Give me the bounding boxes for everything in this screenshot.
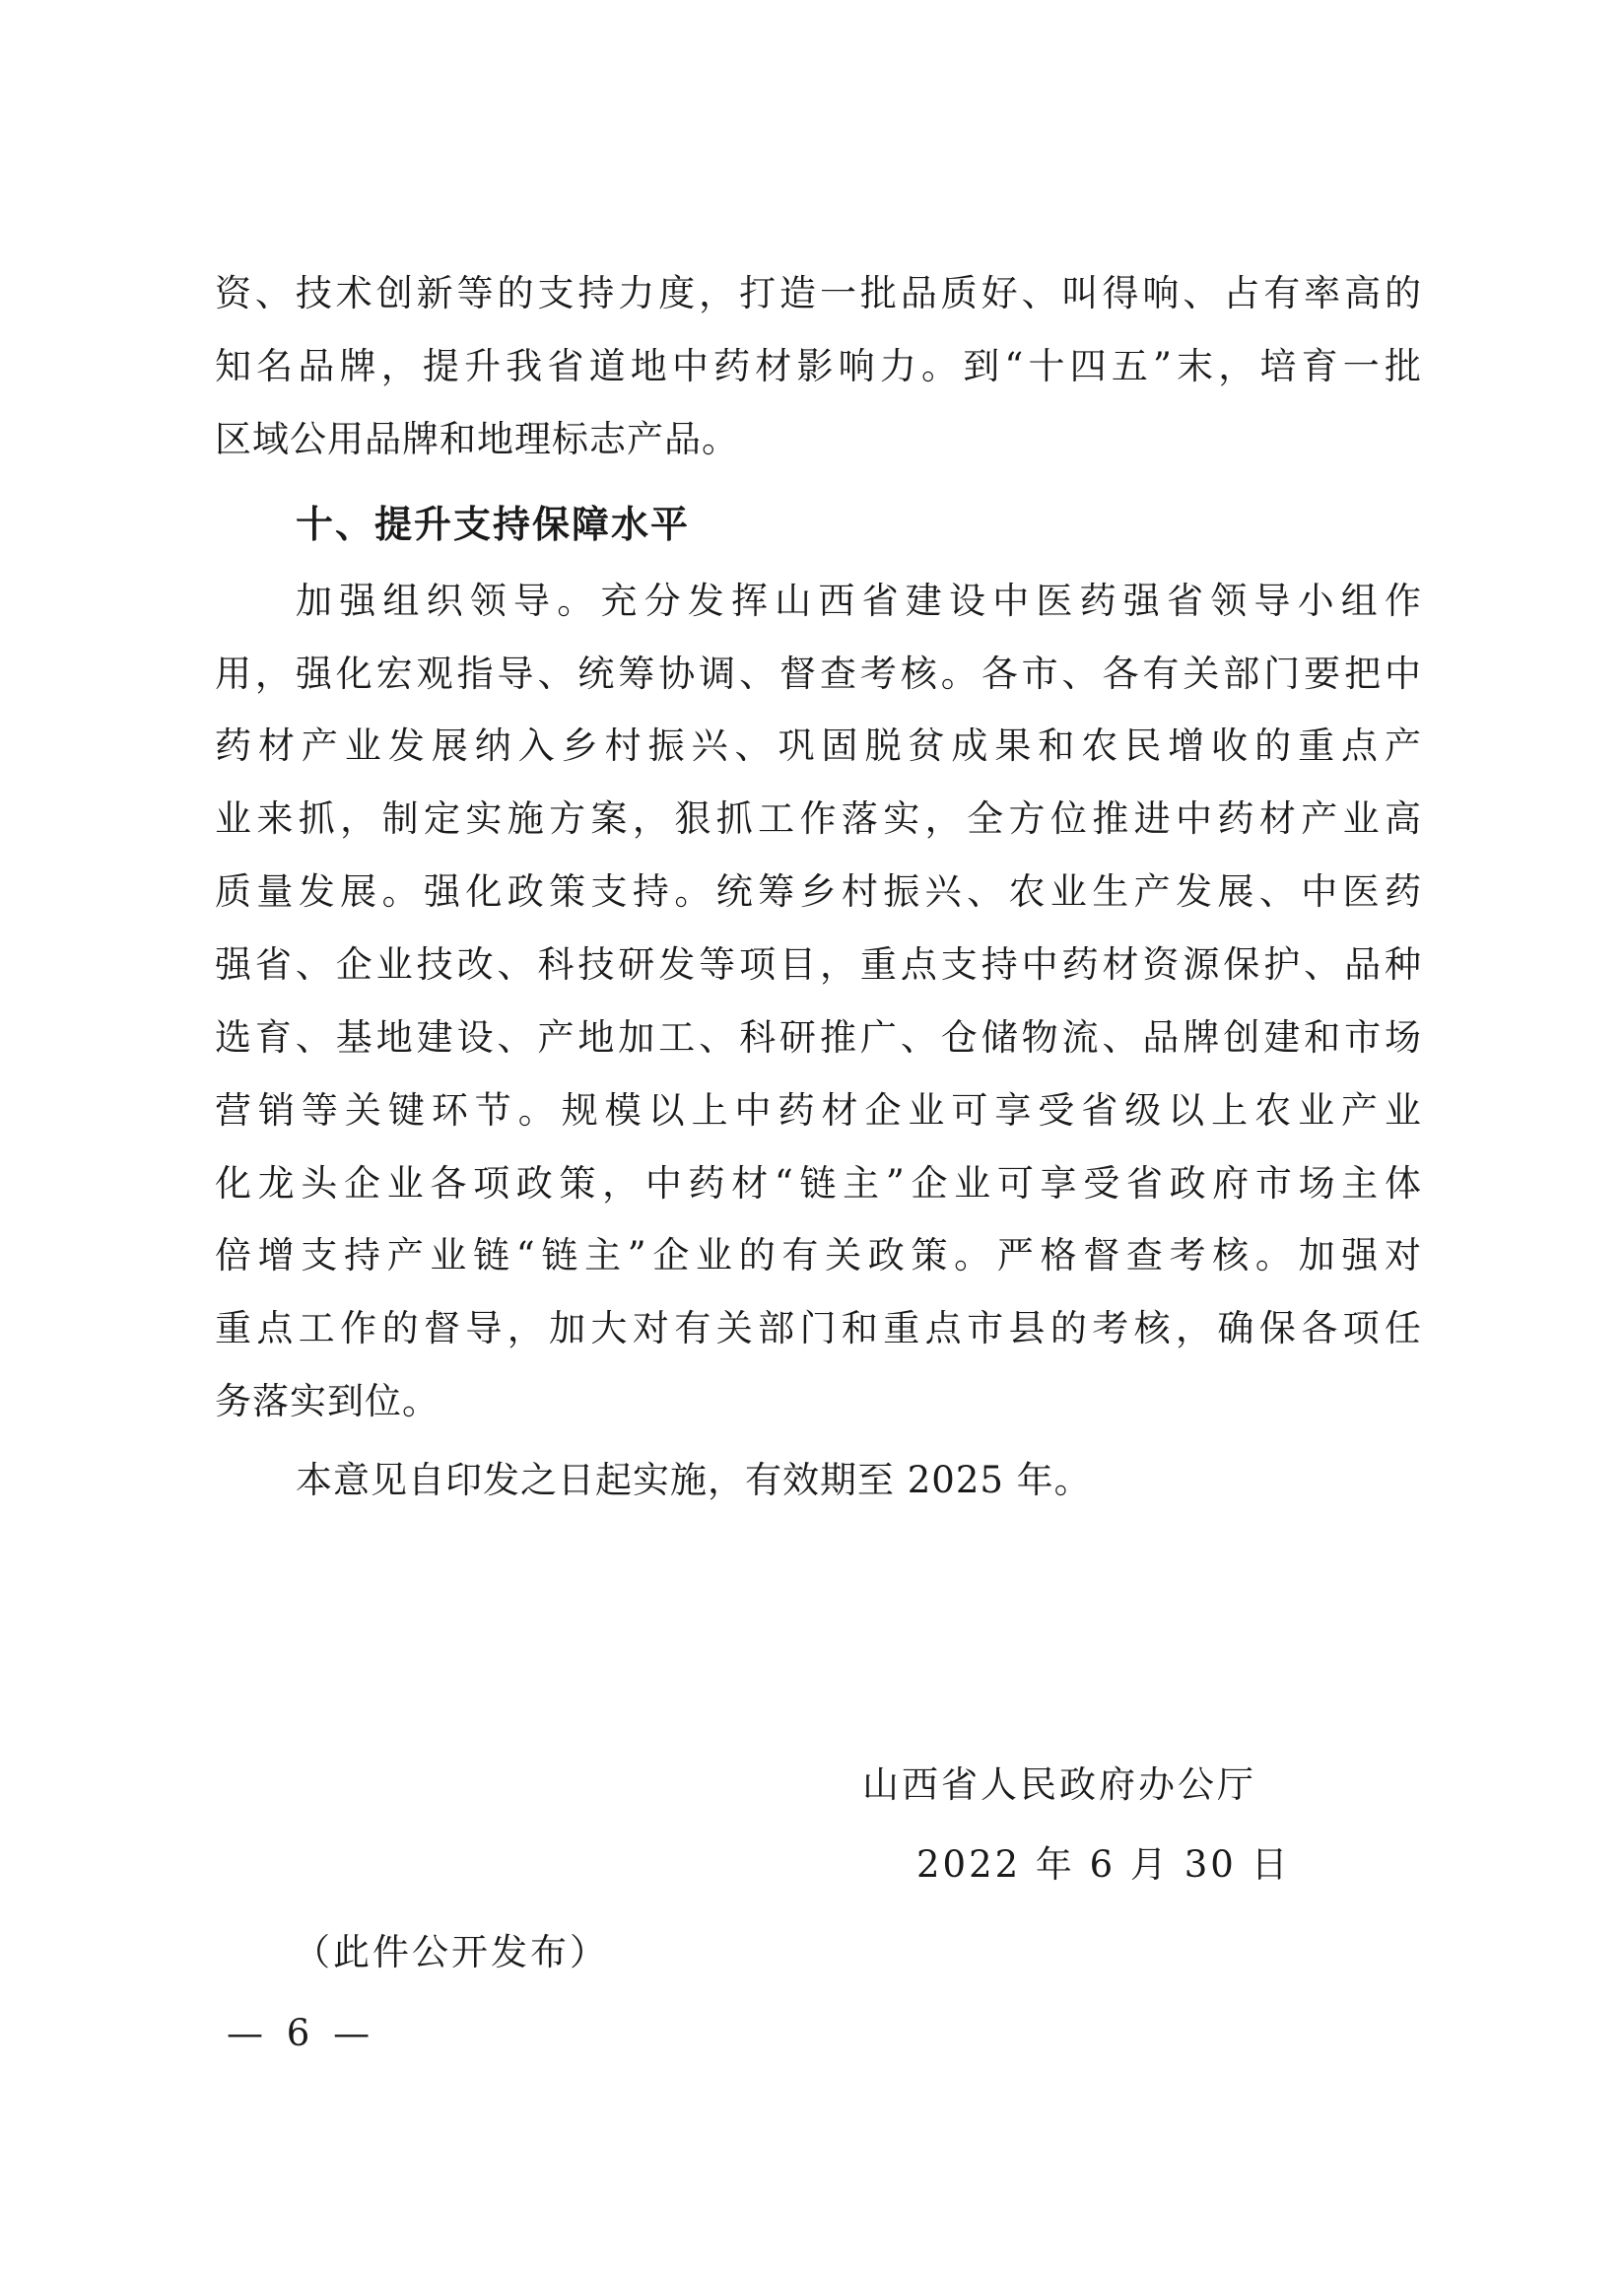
body-text-line: 业来抓，制定实施方案，狠抓工作落实，全方位推进中药材产业高 xyxy=(215,797,1422,840)
body-text-line: 强省、企业技改、科技研发等项目，重点支持中药材资源保护、品种 xyxy=(215,943,1422,986)
body-text-line: 营销等关键环节。规模以上中药材企业可享受省级以上农业产业 xyxy=(215,1089,1422,1132)
body-text-line: 知名品牌，提升我省道地中药材影响力。到“十四五”末，培育一批 xyxy=(215,345,1422,387)
body-text-line: 重点工作的督导，加大对有关部门和重点市县的考核，确保各项任 xyxy=(215,1307,1422,1349)
body-text-line: 用，强化宏观指导、统筹协调、督查考核。各市、各有关部门要把中 xyxy=(215,653,1422,695)
body-text-line: 务落实到位。 xyxy=(215,1380,440,1422)
issuer-name: 山西省人民政府办公厅 xyxy=(862,1763,1256,1806)
body-text-line: 倍增支持产业链“链主”企业的有关政策。严格督查考核。加强对 xyxy=(215,1234,1422,1276)
body-text-line: 质量发展。强化政策支持。统筹乡村振兴、农业生产发展、中医药 xyxy=(215,870,1422,913)
body-text-line: 选育、基地建设、产地加工、科研推广、仓储物流、品牌创建和市场 xyxy=(215,1016,1422,1059)
body-text-line: 药材产业发展纳入乡村振兴、巩固脱贫成果和农民增收的重点产 xyxy=(215,724,1422,767)
body-text-line: 区域公用品牌和地理标志产品。 xyxy=(215,418,739,460)
body-text-line: 资、技术创新等的支持力度，打造一批品质好、叫得响、占有率高的 xyxy=(215,272,1422,314)
publication-note: （此件公开发布） xyxy=(294,1931,609,1973)
issue-date: 2022 年 6 月 30 日 xyxy=(916,1843,1291,1886)
body-text-line: 加强组织领导。充分发挥山西省建设中医药强省领导小组作 xyxy=(296,580,1422,622)
body-text-line: 化龙头企业各项政策，中药材“链主”企业可享受省政府市场主体 xyxy=(215,1162,1422,1205)
section-heading: 十、提升支持保障水平 xyxy=(296,503,691,546)
effective-clause: 本意见自印发之日起实施，有效期至 2025 年。 xyxy=(296,1459,1092,1501)
page-number: — 6 — xyxy=(227,2012,376,2054)
